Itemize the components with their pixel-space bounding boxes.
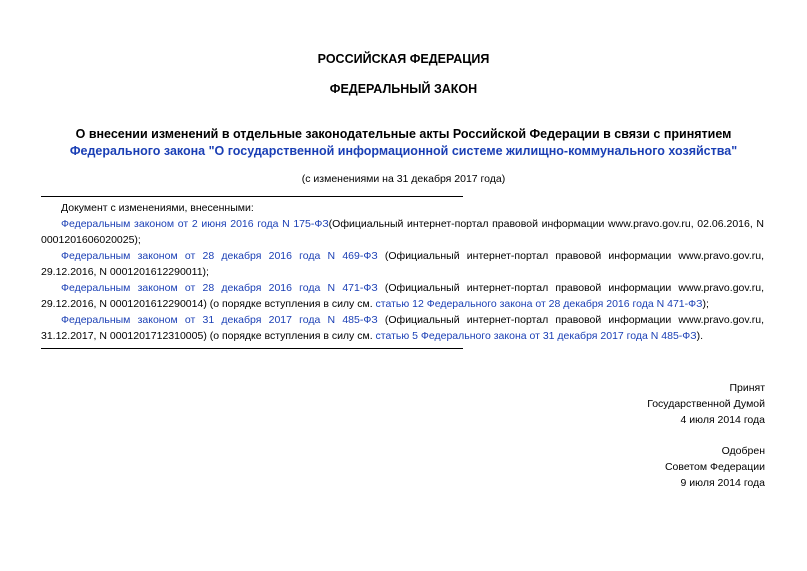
title-law-link[interactable]: Федерального закона "О государственной информационной системе жилищно-коммунального хозяйства": [69, 144, 738, 158]
amendment-article-link-4[interactable]: статью 5 Федерального закона от 31 декабря 2017 года N 485-ФЗ: [375, 330, 697, 342]
duma-approval-date: 4 июля 2014 года: [680, 414, 765, 426]
amendment-tail-4: ).: [696, 330, 704, 342]
duma-approval: [647, 380, 765, 428]
divider-top: [41, 196, 463, 197]
council-approval: [665, 443, 765, 491]
amendments-intro: Документ с изменениями, внесенными:: [61, 202, 254, 214]
amendment-link-2[interactable]: Федеральным законом от 28 декабря 2016 года N 469-ФЗ: [61, 250, 378, 262]
amendment-text-2: (Официальный интернет-портал правовой информации www.pravo.gov.ru, 29.12.2016, N 0001201612290011);: [41, 250, 765, 278]
amendments-block: [41, 200, 764, 344]
amendment-link-4[interactable]: Федеральным законом от 31 декабря 2017 года N 485-ФЗ: [61, 314, 378, 326]
doc-type-heading: ФЕДЕРАЛЬНЫЙ ЗАКОН: [329, 82, 478, 96]
amendment-item-4: [41, 312, 764, 344]
country-heading: РОССИЙСКАЯ ФЕДЕРАЦИЯ: [317, 52, 490, 66]
amendment-link-3[interactable]: Федеральным законом от 28 декабря 2016 года N 471-ФЗ: [61, 282, 378, 294]
law-title-line2: [0, 144, 807, 158]
council-approval-date: 9 июля 2014 года: [680, 477, 765, 489]
council-approval-line1: Одобрен: [721, 445, 765, 457]
amendment-link-1[interactable]: Федеральным законом от 2 июня 2016 года N 175-ФЗ: [61, 218, 329, 230]
amendment-item-1: [41, 216, 764, 248]
duma-approval-line1: Принят: [729, 382, 765, 394]
council-approval-line2: Советом Федерации: [664, 461, 765, 473]
amendment-article-link-3[interactable]: статью 12 Федерального закона от 28 декабря 2016 года N 471-ФЗ: [375, 298, 703, 310]
amendment-text-4: (Официальный интернет-портал правовой информации www.pravo.gov.ru, 31.12.2017, N 0001201712310005) (о порядке вступления в силу см.: [41, 314, 765, 342]
duma-approval-line2: Государственной Думой: [647, 398, 765, 410]
amendment-tail-3: );: [702, 298, 709, 310]
edition-note: (с изменениями на 31 декабря 2017 года): [301, 173, 506, 185]
amendment-item-3: [41, 280, 764, 312]
amendment-text-1: (Официальный интернет-портал правовой информации www.pravo.gov.ru, 02.06.2016, N 0001201606020025);: [41, 218, 764, 246]
amendment-item-2: [41, 248, 764, 280]
divider-bottom: [41, 348, 463, 349]
law-title-line1: О внесении изменений в отдельные законодательные акты Российской Федерации в связи с принятием: [75, 127, 732, 141]
amendment-text-3: (Официальный интернет-портал правовой информации www.pravo.gov.ru, 29.12.2016, N 0001201612290014) (о порядке вступления в силу см.: [41, 282, 765, 310]
